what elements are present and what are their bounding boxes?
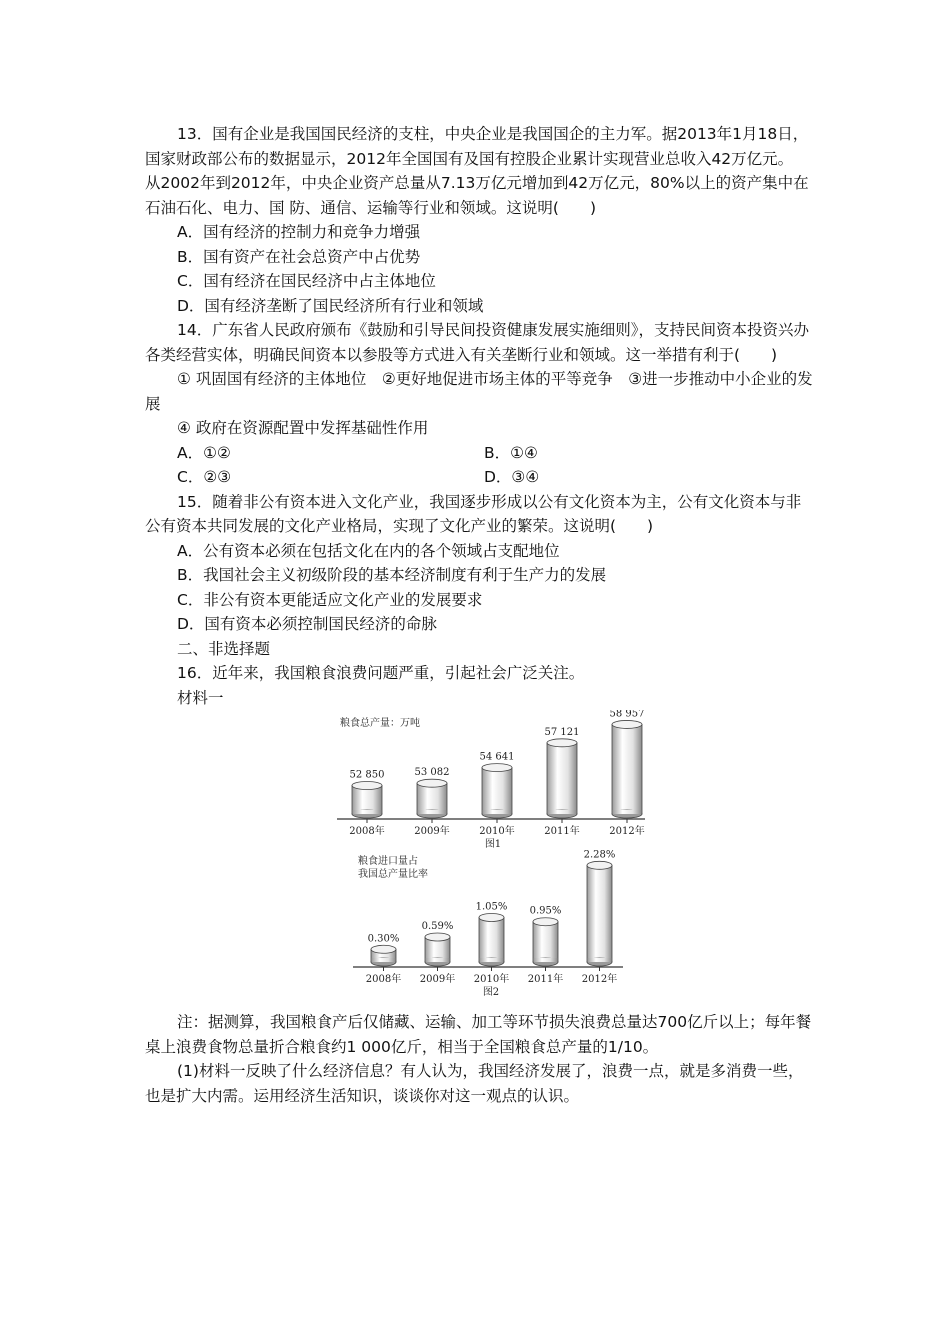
bar-top-2 (479, 913, 504, 921)
bar-value-label: 58 957 (609, 710, 645, 720)
bar-top-1 (417, 779, 447, 787)
q16-stem: 16．近年来，我国粮食浪费问题严重，引起社会广泛关注。 (177, 664, 585, 682)
bar-body-2 (479, 917, 504, 962)
bar-value-label: 53 082 (414, 767, 450, 779)
bar-base-fill-1 (425, 958, 449, 962)
q14-option-a: A．①② (177, 443, 231, 462)
q15-stem: 15．随着非公有资本进入文化产业，我国逐步形成以公有文化资本为主，公有文化资本与非公有资本共同发展的文化产业格局，实现了文化产业的繁荣。这说明( ) (145, 492, 802, 535)
bar-body-3 (547, 743, 577, 814)
bar-top-0 (352, 782, 382, 790)
bar-top-1 (425, 933, 450, 941)
bar-top-0 (371, 945, 396, 953)
x-tick-label: 2008年 (365, 974, 402, 985)
chart-title: 粮食总产量：万吨 (340, 718, 420, 729)
bar-body-2 (482, 768, 512, 814)
chart1-svg (145, 710, 813, 850)
bar-top-4 (612, 720, 642, 728)
bar-value-label: 0.59% (421, 920, 454, 932)
q14-options-row1 (145, 441, 813, 466)
bar-value-label: 54 641 (479, 751, 515, 763)
x-tick-label: 2011年 (527, 974, 564, 985)
q15-option-b: B．我国社会主义初级阶段的基本经济制度有利于生产力的发展 (177, 566, 607, 584)
bar-top-3 (533, 918, 558, 926)
bar-base-fill-4 (612, 810, 641, 814)
q15-option-c: C．非公有资本更能适应文化产业的发展要求 (177, 590, 483, 609)
bar-value-label: 0.95% (529, 905, 562, 917)
bar-top-3 (547, 739, 577, 747)
bar-body-1 (417, 783, 447, 814)
bar-body-4 (587, 865, 612, 962)
q14-item4: ④ 政府在资源配置中发挥基础性作用 (177, 419, 429, 437)
x-tick-label: 2010年 (473, 974, 510, 985)
bar-base-fill-3 (533, 958, 557, 962)
bar-base-fill-0 (371, 958, 395, 962)
bar-body-3 (533, 922, 558, 962)
bar-value-label: 52 850 (349, 769, 385, 781)
q13-option-b: B．国有资产在社会总资产中占优势 (177, 247, 421, 266)
x-tick-label: 2009年 (419, 974, 456, 985)
q13-option-a: A．国有经济的控制力和竞争力增强 (177, 223, 421, 241)
bar-base-fill-1 (417, 810, 446, 814)
bar-base-fill-4 (587, 958, 611, 962)
x-tick-label: 2012年 (581, 974, 618, 985)
q14-option-b: B．①④ (484, 443, 538, 462)
chart-caption: 图2 (482, 987, 500, 998)
bar-base-fill-3 (547, 810, 576, 814)
bar-top-4 (587, 861, 612, 869)
q14-items: ① 巩固国有经济的主体地位 ②更好地促进市场主体的平等竞争 ③进一步推动中小企业的发展 (145, 370, 813, 413)
bar-top-2 (482, 764, 512, 772)
q15-option-d: D．国有资本必须控制国民经济的命脉 (177, 615, 437, 633)
q13-option-d: D．国有经济垄断了国民经济所有行业和领域 (177, 296, 484, 315)
worksheet (145, 122, 813, 1108)
chart-caption: 图1 (484, 839, 502, 850)
x-tick-label: 2009年 (414, 826, 450, 837)
x-tick-label: 2008年 (349, 826, 385, 837)
chart2-svg (145, 850, 813, 998)
bar-base-fill-2 (482, 810, 511, 814)
chart-title-line: 粮食进口量占 (358, 856, 418, 867)
q14-option-d: D．③④ (484, 468, 540, 486)
q14-options-row2 (145, 465, 813, 490)
chart-title-line: 我国总产量比率 (358, 869, 428, 880)
q13-option-c: C．国有经济在国民经济中占主体地位 (177, 272, 436, 290)
q13-stem: 13．国有企业是我国国民经济的支柱，中央企业是我国国企的主力军。据2013年1月18日，国家财政部公布的数据显示，2012年全国国有及国有控股企业累计实现营业总收入42万亿元。 从2002年到2012年，中央企业资产总量从7.13万亿元增加到42万亿元，80%以上的资产集中在石油石化、电力、国 防、通信、运输等行业和领域。这说明( ) (145, 125, 809, 217)
q16-material-label: 材料一 (177, 688, 224, 707)
q16-note: 注：据测算，我国粮食产后仅储藏、运输、加工等环节损失浪费总量达700亿斤以上；每年餐桌上浪费食物总量折合粮食约1 000亿斤，相当于全国粮食总产量的1/10。 (145, 1013, 812, 1056)
bar-value-label: 0.30% (367, 933, 400, 945)
x-tick-label: 2011年 (544, 826, 580, 837)
bar-value-label: 57 121 (544, 726, 580, 738)
section-title: 二、非选择题 (177, 639, 271, 658)
bar-base-fill-0 (352, 810, 381, 814)
q15-option-a: A．公有资本必须在包括文化在内的各个领域占支配地位 (177, 541, 560, 560)
x-tick-label: 2012年 (609, 826, 645, 837)
bar-base-fill-2 (479, 958, 503, 962)
q14-stem: 14．广东省人民政府颁布《鼓励和引导民间投资健康发展实施细则》，支持民间资本投资兴办各类经营实体，明确民间资本以参股等方式进入有关垄断行业和领域。这一举措有利于( ) (145, 321, 809, 364)
chart-import-ratio (145, 850, 813, 998)
q14-option-c: C．②③ (177, 468, 232, 486)
q16-subquestion-1: (1)材料一反映了什么经济信息？有人认为，我国经济发展了，浪费一点，就是多消费一些，也是扩大内需。运用经济生活知识，谈谈你对这一观点的认识。 (145, 1062, 804, 1105)
x-tick-label: 2010年 (479, 826, 515, 837)
chart-grain-output (145, 710, 813, 850)
bar-body-4 (612, 724, 642, 814)
bar-value-label: 1.05% (475, 901, 508, 913)
bar-value-label: 2.28% (583, 850, 616, 861)
